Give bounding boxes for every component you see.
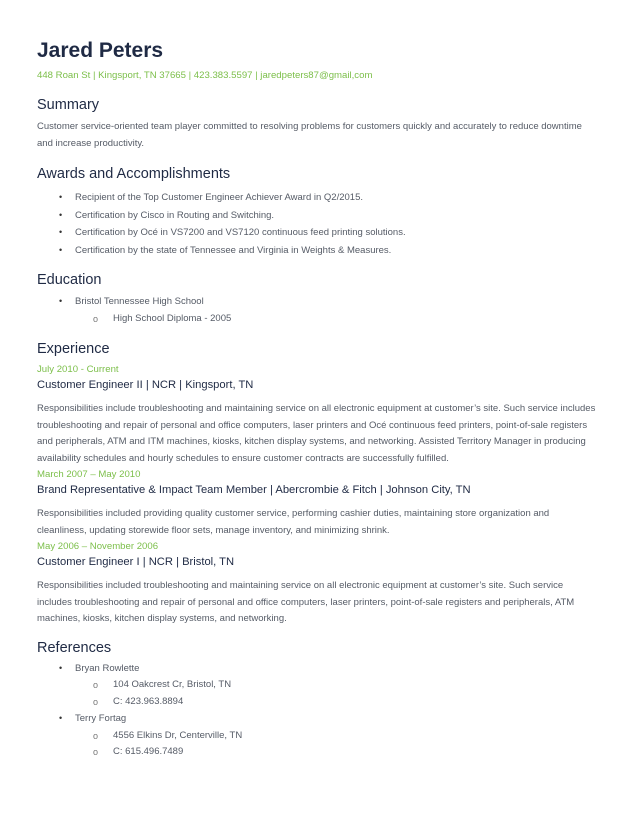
bullet-icon: • [59,209,63,220]
job-dates: May 2006 – November 2006 [37,541,159,552]
sub-bullet-icon: o [93,730,99,741]
bullet-icon: • [59,244,63,255]
candidate-name: Jared Peters [37,39,164,62]
bullet-icon: • [59,227,63,237]
experience-heading: Experience [37,341,110,357]
awards-list [37,189,598,259]
job-dates: March 2007 – May 2010 [37,469,141,480]
job-description: Responsibilities include troubleshooting and maintaining service on all electronic equipment at customer’s site. Such service includes troubleshooting and repair of personal and office computers, laser printers and Océ continuous feed printers, point-of-sale registers and peripherals, ATM and ITM machines, kiosks, kitchen display systems, and networking. Assisted Territory Manager in producing availability schedules and hourly schedules to ensure customer contracts are successfully fulfilled. [37,403,596,464]
list-item: • Recipient of the Top Customer Engineer Achiever Award in Q2/2015. [37,189,598,207]
job-title: Customer Engineer II | NCR | Kingsport, TN [37,379,254,391]
school-name: Bristol Tennessee High School [75,296,204,307]
list-item: o High School Diploma - 2005 [37,311,598,328]
references-list [37,710,598,728]
list-item: o 104 Oakcrest Cr, Bristol, TN [37,677,598,694]
awards-heading: Awards and Accomplishments [37,166,231,182]
contact-line: 448 Roan St | Kingsport, TN 37665 | 423.383.5597 | jaredpeters87@gmail,com [37,70,373,81]
job-description: Responsibilities included providing quality customer service, performing cashier duties, maintaining store organization and cleanliness, updating storewide floor sets, manage inventory, and minimizing shrink. [37,508,550,536]
sub-bullet-icon: o [93,747,99,757]
list-item: o C: 615.496.7489 [37,744,598,761]
list-item [37,660,598,678]
reference-name: Bryan Rowlette [75,662,140,674]
references-heading: References [37,639,112,656]
job-title: Brand Representative & Impact Team Member | Abercrombie & Fitch | Johnson City, TN [37,484,471,496]
list-item [37,710,598,728]
summary-heading: Summary [37,97,100,113]
list-item: • Certification by Océ in VS7200 and VS7120 continuous feed printing solutions. [37,224,598,242]
job-dates: July 2010 - Current [37,364,119,375]
job-description: Responsibilities included troubleshooting and maintaining service on all electronic equipment at customer’s site. Such service includes troubleshooting and repair of personal and office computers, laser printers, point-of-sale registers and peripherals, ATM machines, kiosks, kitchen display systems, and networking. [37,580,575,624]
job-title: Customer Engineer I | NCR | Bristol, TN [37,556,235,568]
list-item [37,293,598,311]
education-details [37,311,598,328]
sub-bullet-icon: o [93,696,99,707]
reference-details [37,728,598,761]
list-item: • Certification by Cisco in Routing and Switching. [37,207,598,225]
reference-details [37,677,598,710]
list-item: o 4556 Elkins Dr, Centerville, TN [37,728,598,745]
sub-bullet-icon: o [93,313,99,324]
bullet-icon: • [59,192,63,202]
references-list [37,660,598,678]
education-list [37,293,598,311]
education-heading: Education [37,272,102,288]
sub-bullet-icon: o [93,680,99,690]
bullet-icon: • [59,662,63,673]
reference-name: Terry Fortag [75,713,127,724]
bullet-icon: • [59,713,63,723]
summary-text: Customer service-oriented team player committed to resolving problems for customers quickly and accurately to reduce downtime and increase productivity. [37,121,582,149]
bullet-icon: • [59,296,63,306]
list-item: • Certification by the state of Tennessee and Virginia in Weights & Measures. [37,242,598,260]
list-item: o C: 423.963.8894 [37,694,598,711]
